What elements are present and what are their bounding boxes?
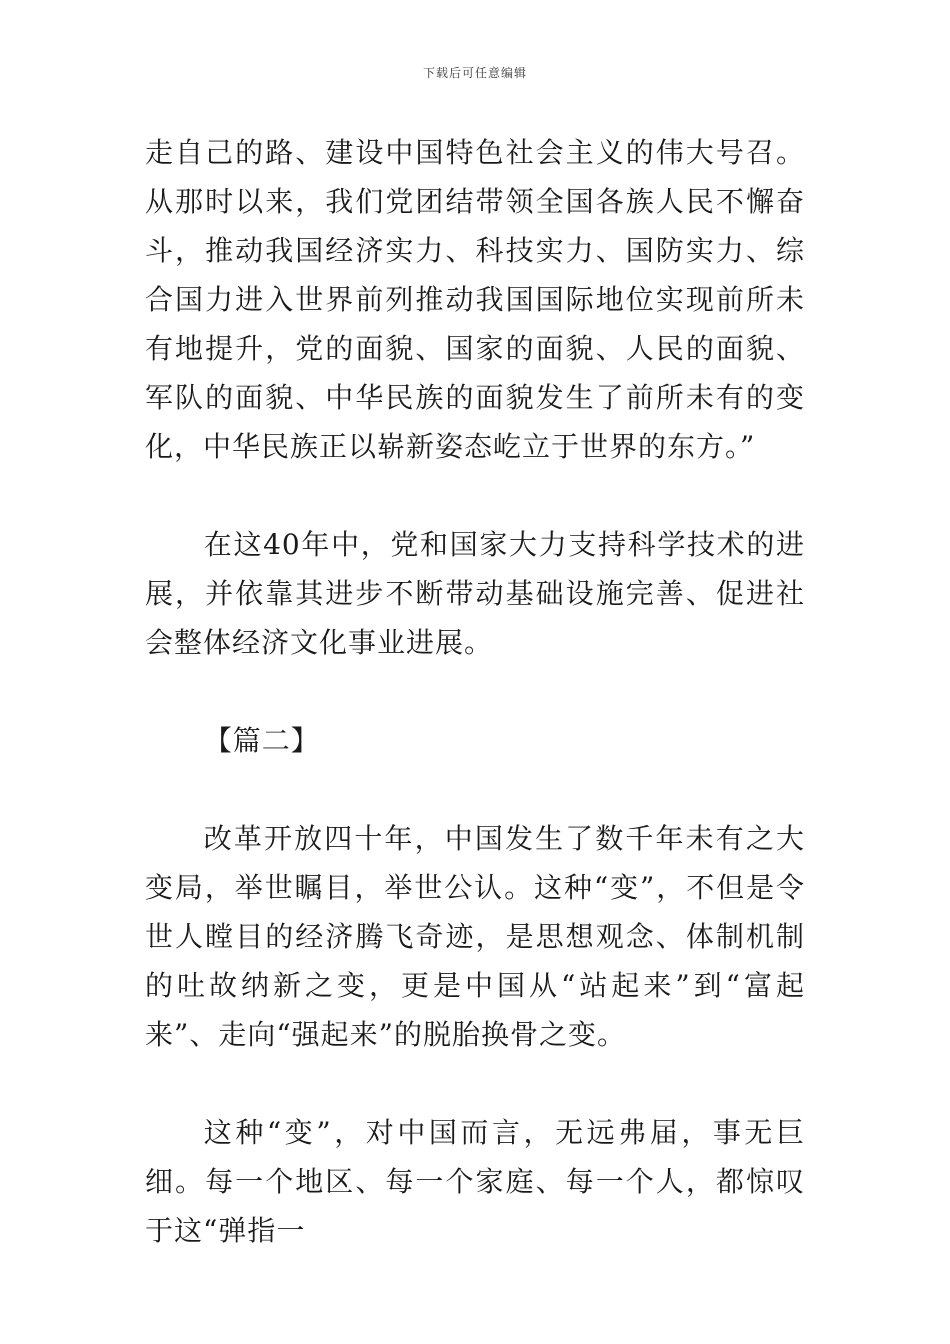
section-heading: 【篇二】: [203, 724, 320, 757]
paragraph-3: 改革开放四十年，中国发生了数千年未有之大变局，举世瞩目，举世公认。这种“变”，不但是令世人瞠目的经济腾飞奇迹，是思想观念、体制机制的吐故纳新之变，更是中国从“站起来”到“富起来”、走向“强起来”的脱胎换骨之变。: [145, 822, 805, 1051]
paragraph-4: 这种“变”，对中国而言，无远弗届，事无巨细。每一个地区、每一个家庭、每一个人，都惊叹于这“弹指一: [145, 1116, 805, 1247]
paragraph-2: 在这40年中，党和国家大力支持科学技术的进展，并依靠其进步不断带动基础设施完善、促进社会整体经济文化事业进展。: [145, 528, 805, 659]
document-body: [145, 128, 805, 1255]
paragraph-1: 走自己的路、建设中国特色社会主义的伟大号召。从那时以来，我们党团结带领全国各族人民不懈奋斗，推动我国经济实力、科技实力、国防实力、综合国力进入世界前列推动我国国际地位实现前所未有地提升，党的面貌、国家的面貌、人民的面貌、军队的面貌、中华民族的面貌发生了前所未有的变化，中华民族正以崭新姿态屹立于世界的东方。”: [145, 136, 805, 463]
header-note: 下载后可任意编辑: [422, 66, 527, 80]
